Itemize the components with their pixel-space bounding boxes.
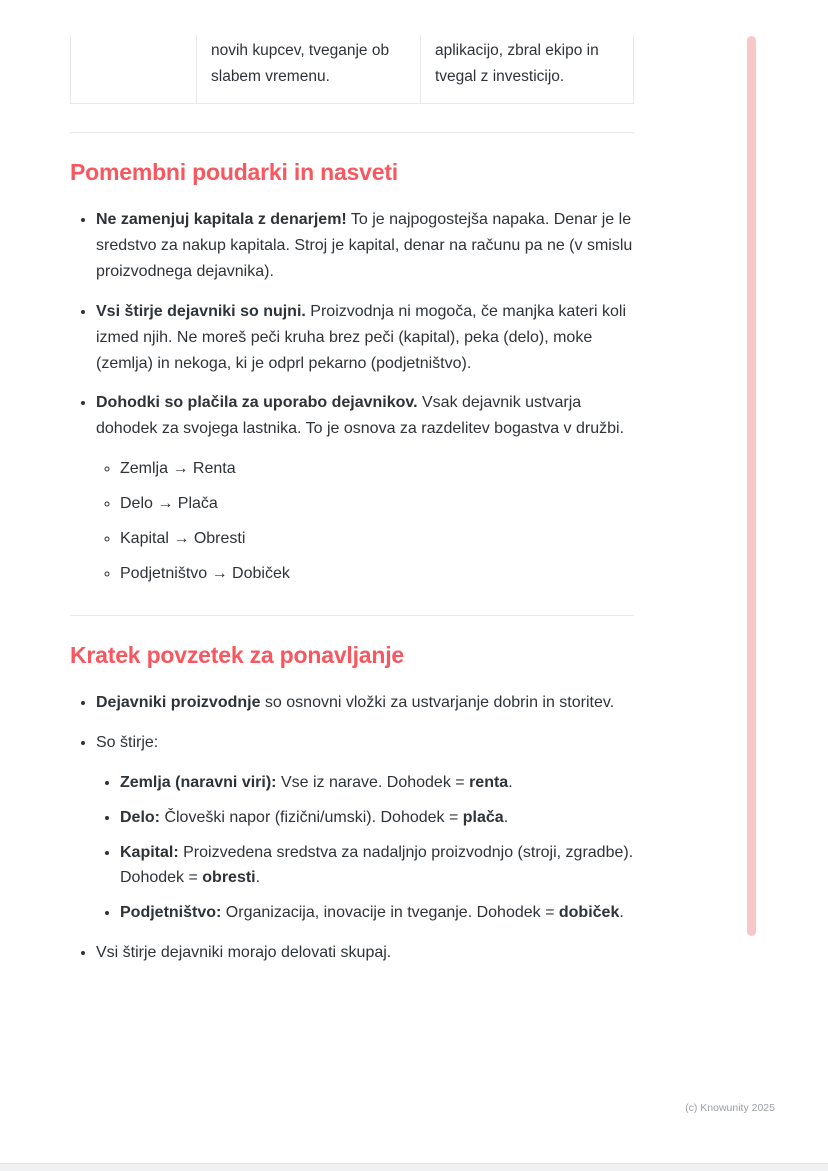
bold-text: Zemlja (naravni viri): (120, 773, 277, 791)
body-text: Podjetništvo → Dobiček (120, 564, 290, 582)
bold-text: plača (462, 808, 504, 826)
bold-text: dobiček (558, 904, 620, 922)
sub-list-item (120, 840, 634, 892)
body-text: Vsi štirje dejavniki morajo delovati skupaj. (96, 944, 392, 962)
body-text: Proizvodnja ni mogoča, če manjka kateri koli izmed njih. Ne moreš peči kruha brez peči (kapital), peka (delo), moke (zemlja) in nekoga, ki je odprl pekarno (podjetništvo). (96, 302, 626, 372)
list-item (96, 207, 634, 285)
bold-text: Delo: (120, 808, 160, 826)
page-bottom-edge (0, 1163, 828, 1171)
bold-text: renta (469, 773, 509, 791)
body-text: . (508, 773, 513, 791)
bold-text: obresti (202, 869, 256, 887)
bold-text: Vsi štirje dejavniki so nujni. (96, 302, 306, 320)
table-cell: novih kupcev, tveganje ob slabem vremenu. (197, 35, 421, 103)
list-item (96, 940, 634, 966)
bold-text: Dejavniki proizvodnje (96, 693, 261, 711)
list-item (96, 730, 634, 926)
body-text: . (503, 808, 509, 826)
bold-text: Ne zamenjuj kapitala z denarjem! (96, 211, 347, 228)
bold-text: Dohodki so plačila za uporabo dejavnikov. (96, 394, 418, 412)
sub-bullet-list (96, 456, 634, 587)
body-text: So štirje: (96, 733, 159, 751)
body-text: Organizacija, inovacije in tveganje. Dohodek = (221, 904, 559, 922)
sub-list-item (120, 491, 634, 517)
sub-list-item (120, 456, 634, 482)
body-text: so osnovni vložki za ustvarjanje dobrin in storitev. (260, 693, 615, 711)
table-cell-empty (71, 35, 197, 103)
body-text: Vse iz narave. Dohodek = (276, 773, 470, 791)
page-content (70, 0, 634, 980)
body-text: Zemlja → Renta (120, 460, 236, 478)
body-text: To je najpogostejša napaka. Denar je le sredstvo za nakup kapitala. Stroj je kapital, denar na računu pa ne (v smislu proizvodnega dejavnika). (96, 211, 633, 280)
body-text: Proizvedena sredstva za nadaljnjo proizvodnjo (stroji, zgradbe). Dohodek = (120, 843, 634, 887)
divider (70, 132, 634, 133)
body-text: Delo → Plača (120, 495, 218, 513)
sub-list-item (120, 900, 634, 926)
divider (70, 615, 634, 616)
body-text: Kapital → Obresti (120, 530, 246, 548)
bold-text: Podjetništvo: (120, 904, 222, 922)
scrollbar-thumb[interactable] (747, 36, 756, 936)
list-item (96, 690, 634, 716)
body-text: . (255, 869, 261, 887)
body-text: Človeški napor (fizični/umski). Dohodek = (160, 808, 463, 826)
sub-list-item (120, 526, 634, 552)
body-text: Vsak dejavnik ustvarja dohodek za svojega lastnika. To je osnova za razdelitev bogastva v družbi. (96, 394, 625, 438)
sub-bullet-list (96, 770, 634, 927)
sub-list-item (120, 805, 634, 831)
list-item (96, 390, 634, 586)
sub-list-item (120, 561, 634, 587)
body-text: . (619, 904, 624, 922)
bold-text: Kapital: (120, 843, 179, 861)
section-title-kratek-povzetek: Kratek povzetek za ponavljanje (70, 641, 405, 668)
section-title-pomembni-poudarki: Pomembni poudarki in nasveti (70, 159, 398, 185)
copyright-text: (c) Knowunity 2025 (685, 1102, 775, 1114)
list-item (96, 299, 634, 377)
bullet-list (70, 690, 634, 966)
table-fragment (70, 35, 634, 104)
sub-list-item (120, 770, 634, 796)
table-cell: aplikacijo, zbral ekipo in tvegal z investicijo. (435, 42, 599, 85)
bullet-list (70, 207, 634, 587)
